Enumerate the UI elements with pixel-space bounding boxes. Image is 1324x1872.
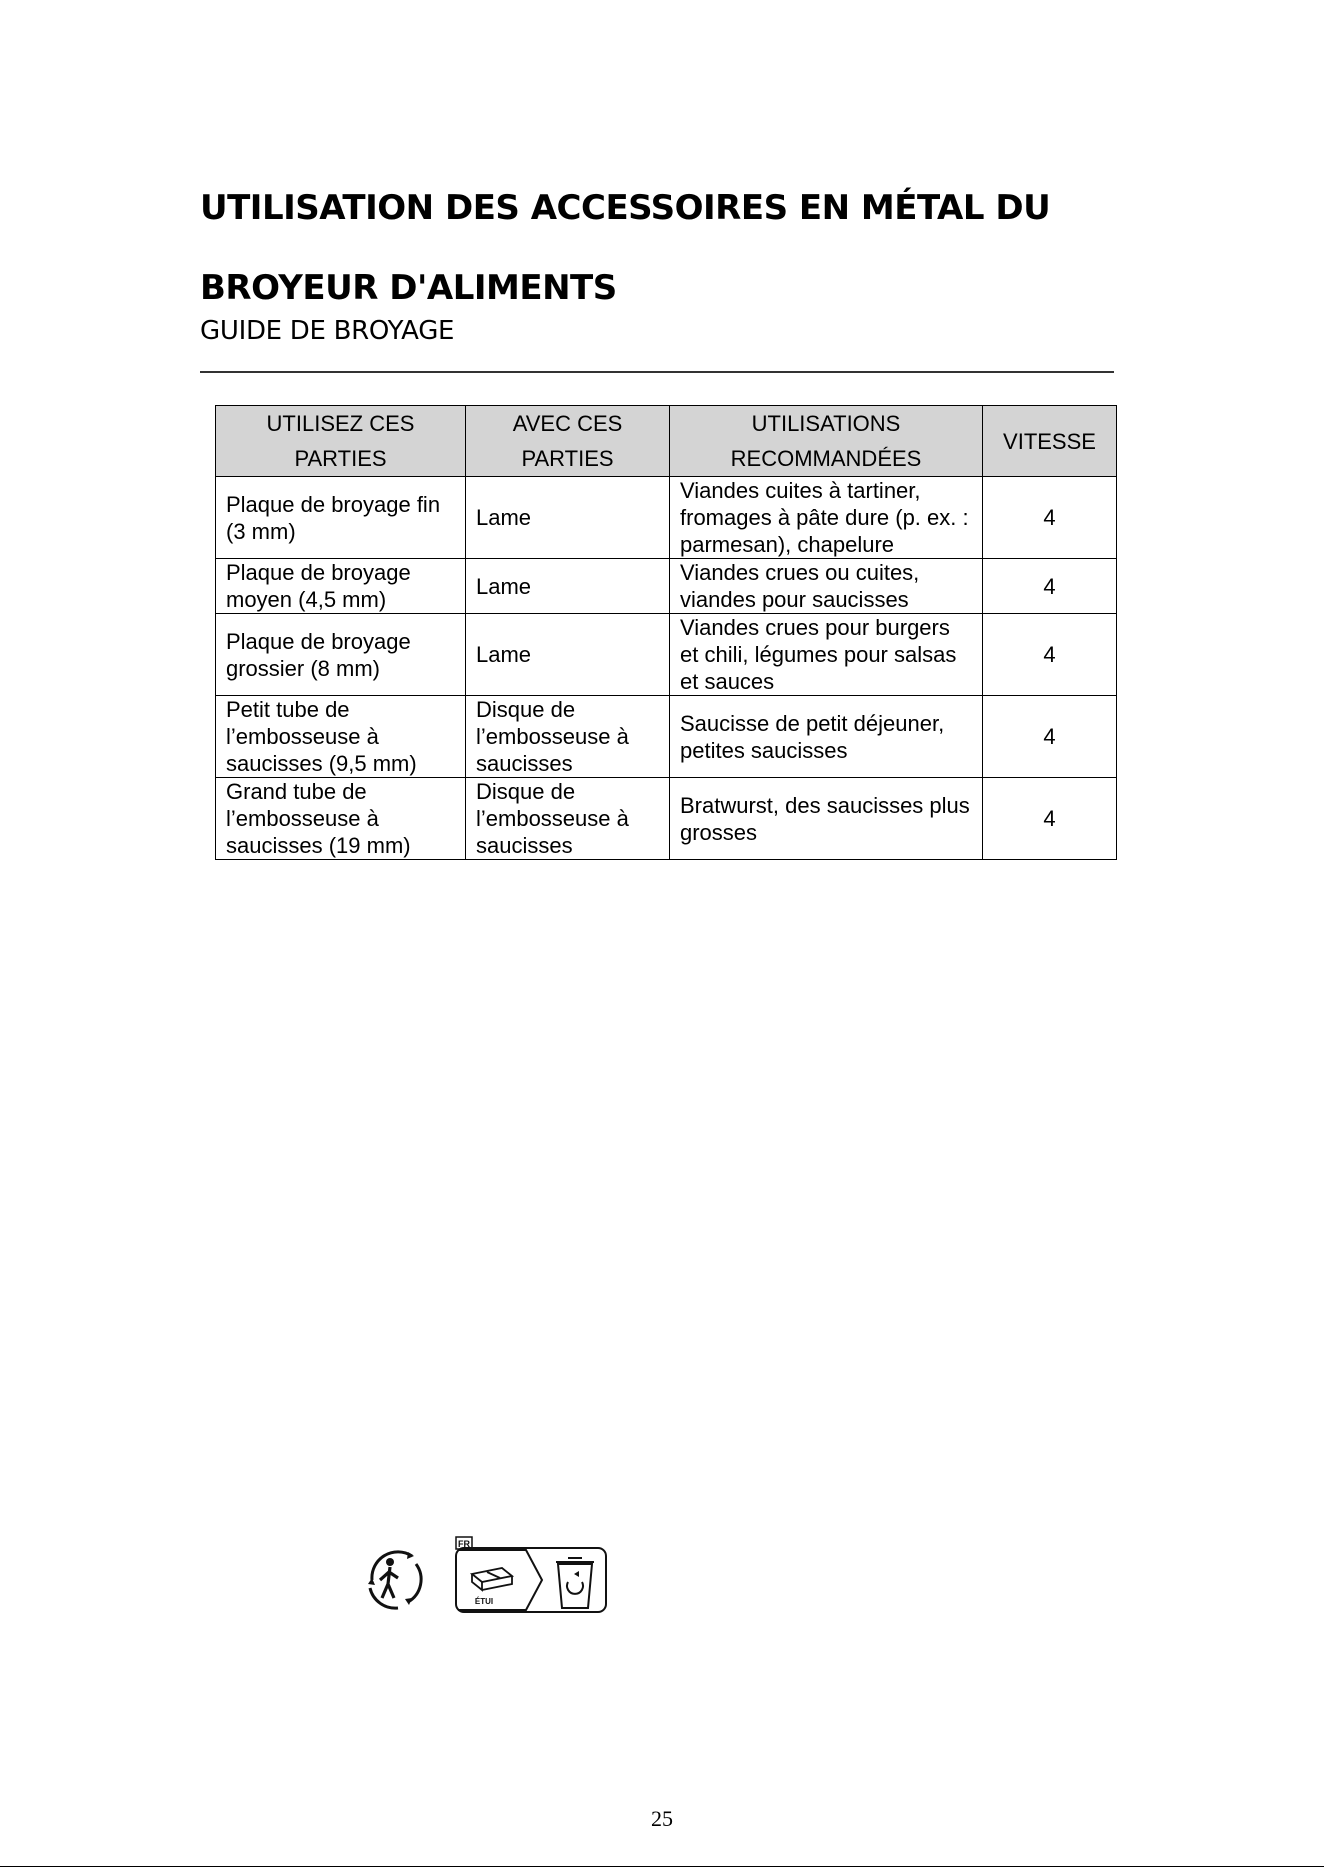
- cell-with: Disque de l’embosseuse à saucisses: [466, 778, 670, 860]
- table-row: [216, 559, 1117, 614]
- table-row: [216, 614, 1117, 696]
- cell-with: Lame: [466, 559, 670, 614]
- page-title: UTILISATION DES ACCESSOIRES EN MÉTAL DU BROYEUR D'ALIMENTS: [200, 188, 1051, 308]
- packaging-label: ÉTUI: [474, 1597, 494, 1606]
- footer-rule: [0, 1866, 1324, 1867]
- grinding-guide-table: [215, 405, 1117, 860]
- cell-parts: Plaque de broyage fin (3 mm): [216, 477, 466, 559]
- section-divider: [200, 371, 1114, 373]
- country-code: FR: [458, 1539, 470, 1549]
- cell-speed: 4: [983, 696, 1117, 778]
- cell-speed: 4: [983, 614, 1117, 696]
- table-header-row: [216, 406, 1117, 477]
- table-row: [216, 778, 1117, 860]
- page-number: 25: [651, 1806, 673, 1831]
- cell-speed: 4: [983, 559, 1117, 614]
- cell-speed: 4: [983, 778, 1117, 860]
- table-row: [216, 477, 1117, 559]
- cell-uses: Viandes crues pour burgers et chili, légumes pour salsas et sauces: [670, 614, 983, 696]
- cell-with: Lame: [466, 477, 670, 559]
- cell-with: Disque de l’embosseuse à saucisses: [466, 696, 670, 778]
- cell-parts: Petit tube de l’embosseuse à saucisses (9,5 mm): [216, 696, 466, 778]
- section-subtitle: GUIDE DE BROYAGE: [200, 316, 455, 346]
- recycling-logo: [362, 1536, 612, 1616]
- column-header-uses: UTILISATIONS RECOMMANDÉES: [670, 406, 983, 477]
- cell-parts: Plaque de broyage moyen (4,5 mm): [216, 559, 466, 614]
- cell-speed: 4: [983, 477, 1117, 559]
- column-header-speed: VITESSE: [983, 406, 1117, 477]
- cell-uses: Bratwurst, des saucisses plus grosses: [670, 778, 983, 860]
- cell-parts: Plaque de broyage grossier (8 mm): [216, 614, 466, 696]
- column-header-parts: UTILISEZ CES PARTIES: [216, 406, 466, 477]
- table-row: [216, 696, 1117, 778]
- cell-uses: Viandes cuites à tartiner, fromages à pâte dure (p. ex. : parmesan), chapelure: [670, 477, 983, 559]
- packaging-box-icon: [472, 1568, 512, 1590]
- recycling-bin-icon: [556, 1558, 594, 1608]
- cell-uses: Viandes crues ou cuites, viandes pour saucisses: [670, 559, 983, 614]
- cell-uses: Saucisse de petit déjeuner, petites saucisses: [670, 696, 983, 778]
- column-header-with: AVEC CES PARTIES: [466, 406, 670, 477]
- cell-parts: Grand tube de l’embosseuse à saucisses (19 mm): [216, 778, 466, 860]
- cell-with: Lame: [466, 614, 670, 696]
- triman-icon: [368, 1552, 421, 1608]
